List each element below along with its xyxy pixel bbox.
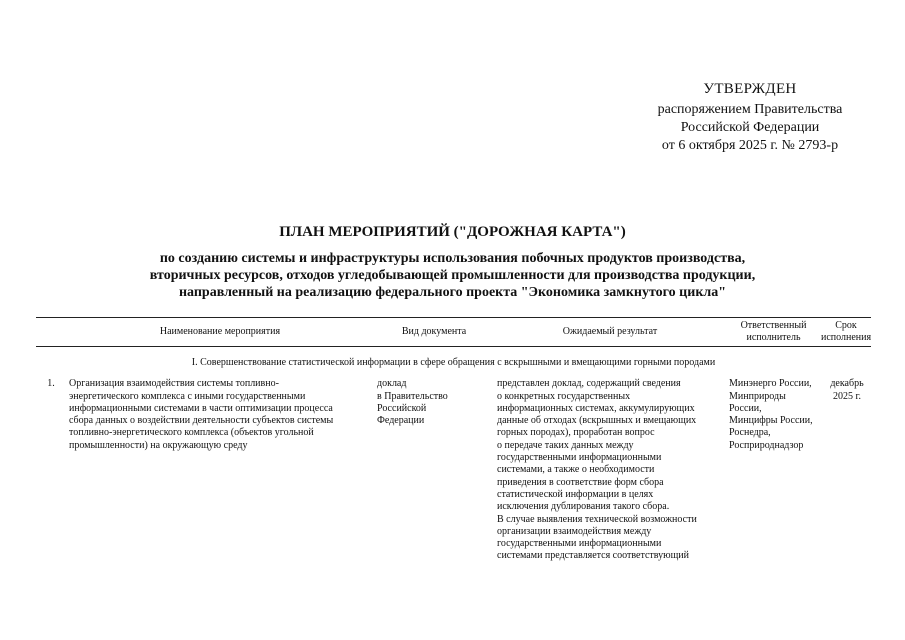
row-result-line: государственными информационными — [497, 452, 662, 464]
row-responsible-line: Росприроднадзор — [729, 439, 804, 451]
row-result-line: системами представляется соответствующий — [497, 550, 690, 562]
row-name — [66, 378, 374, 562]
document-subtitle-line: вторичных ресурсов, отходов угледобывающей промышленности для производства продукции, — [149, 268, 756, 283]
approval-line: Российской Федерации — [680, 120, 820, 135]
document-heading — [0, 223, 905, 301]
row-name-line: топливно-энергетического комплекса (объектов угольной — [69, 427, 314, 439]
row-result — [494, 378, 726, 562]
header-name: Наименование мероприятия — [159, 325, 281, 337]
row-responsible — [726, 378, 821, 562]
row-result-line: данные об отходах (вскрышных и вмещающих — [497, 415, 697, 427]
row-responsible-line: Минэнерго России, — [729, 378, 812, 390]
row-result-line: системами, а также о необходимости — [497, 464, 655, 476]
row-document-line: Федерации — [377, 415, 425, 427]
approval-line: от 6 октября 2025 г. № 2793-р — [661, 138, 839, 153]
row-term-line: 2025 г. — [833, 390, 861, 402]
header-document: Вид документа — [401, 325, 467, 337]
approval-title: УТВЕРЖДЕН — [703, 81, 797, 97]
row-result-line: представлен доклад, содержащий сведения — [497, 378, 681, 390]
row-result-line: организации взаимодействия между — [497, 525, 652, 537]
row-result-line: статистической информации в целях — [497, 488, 654, 500]
row-result-line: информационных системах, аккумулирующих — [497, 402, 695, 414]
table-row — [36, 378, 871, 562]
row-name-line: промышленности) на окружающую среду — [69, 439, 248, 451]
approval-line: распоряжением Правительства — [657, 102, 843, 117]
row-document-line: в Правительство — [377, 390, 448, 402]
header-responsible — [726, 320, 821, 345]
header-term — [821, 320, 871, 345]
row-result-line: государственными информационными — [497, 538, 662, 550]
row-name-line: Организация взаимодействия системы топливно- — [69, 378, 279, 390]
header-responsible-line: исполнитель — [746, 332, 801, 343]
document-subtitle-line: по созданию системы и инфраструктуры использования побочных продуктов производства, — [159, 251, 746, 266]
table-header-row — [36, 317, 871, 347]
row-number: 1. — [47, 378, 55, 390]
row-result-line: горных породах), проработан вопрос — [497, 427, 655, 439]
section-title: I. Совершенствование статистической информации в сфере обращения с вскрышными и вмещающими горными породами — [191, 357, 716, 368]
row-result-line: приведения в соответствие форм сбора — [497, 476, 664, 488]
row-name-line: сбора данных о воздействии деятельности субъектов системы — [69, 415, 334, 427]
row-term-line: декабрь — [830, 378, 864, 390]
row-responsible-line: России, — [729, 402, 762, 414]
header-result: Ожидаемый результат — [562, 325, 658, 337]
document-title: ПЛАН МЕРОПРИЯТИЙ ("ДОРОЖНАЯ КАРТА") — [279, 224, 626, 240]
row-result-line: В случае выявления технической возможности — [497, 513, 697, 525]
row-responsible-line: Минприроды — [729, 390, 786, 402]
row-name-line: энергетического комплекса с иными государственными — [69, 390, 306, 402]
header-term-line: исполнения — [821, 332, 872, 343]
row-result-line: исключения дублирования такого сбора. — [497, 501, 670, 513]
roadmap-table — [36, 317, 871, 563]
row-responsible-line: Минцифры России, — [729, 415, 813, 427]
document-subtitle-line: направленный на реализацию федерального проекта "Экономика замкнутого цикла" — [178, 285, 727, 300]
row-term — [821, 378, 871, 562]
approval-block — [600, 80, 900, 155]
row-document — [374, 378, 494, 562]
row-name-line: информационными системами в части оптимизации процесса — [69, 402, 333, 414]
header-responsible-line: Ответственный — [740, 319, 807, 331]
row-document-line: доклад — [377, 378, 407, 390]
row-responsible-line: Роснедра, — [729, 427, 771, 439]
row-result-line: о передаче таких данных между — [497, 439, 634, 451]
row-result-line: о конкретных государственных — [497, 390, 631, 402]
header-term-line: Срок — [835, 319, 857, 331]
row-document-line: Российской — [377, 402, 427, 414]
